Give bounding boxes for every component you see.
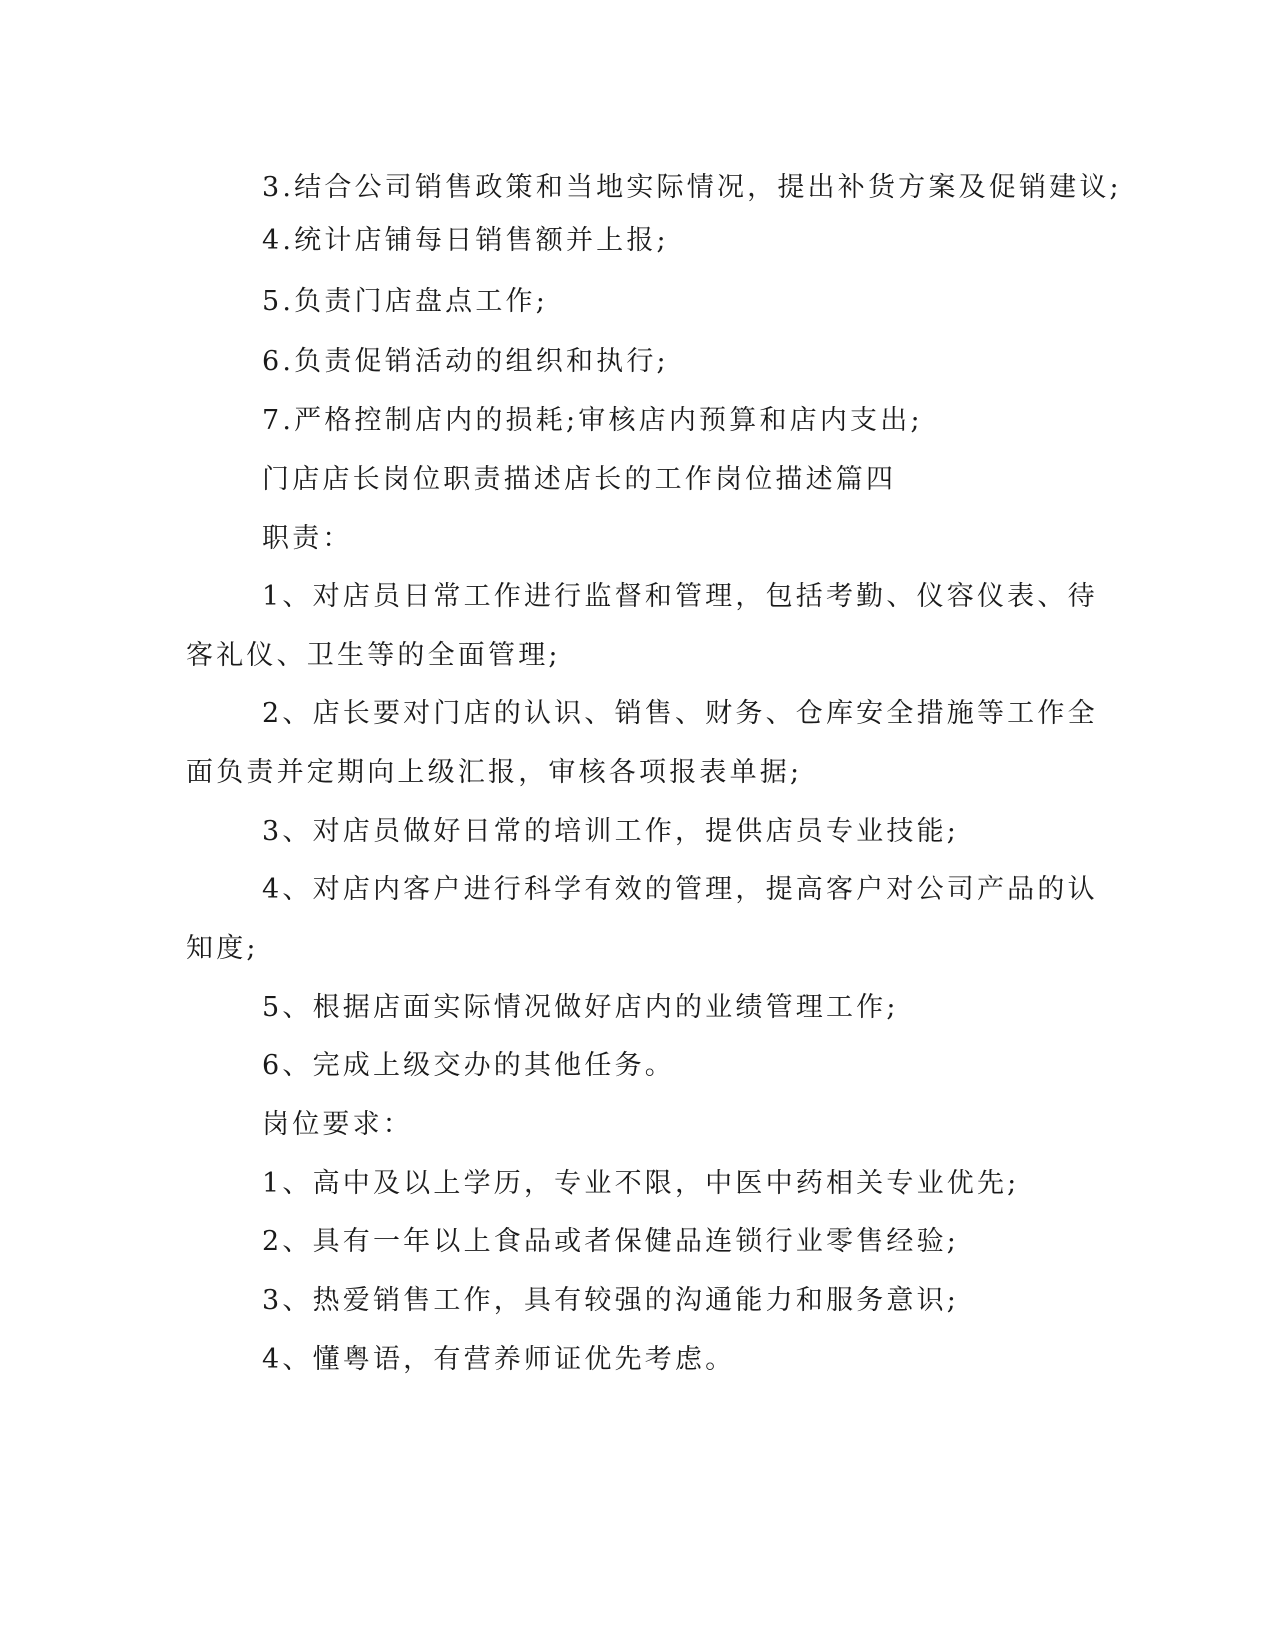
text-line-item-6: 6.负责促销活动的组织和执行; <box>262 346 669 377</box>
section-heading: 门店店长岗位职责描述店长的工作岗位描述篇四 <box>262 464 897 495</box>
duty-2-line-2: 面负责并定期向上级汇报，审核各项报表单据; <box>186 757 803 788</box>
text-line-item-4: 4.统计店铺每日销售额并上报; <box>262 225 669 256</box>
duty-5: 5、根据店面实际情况做好店内的业绩管理工作; <box>262 992 899 1023</box>
requirement-1: 1、高中及以上学历，专业不限，中医中药相关专业优先; <box>262 1168 1020 1199</box>
requirements-label: 岗位要求： <box>262 1109 413 1140</box>
text-line-item-7: 7.严格控制店内的损耗;审核店内预算和店内支出; <box>262 405 923 436</box>
requirement-4: 4、懂粤语，有营养师证优先考虑。 <box>262 1344 736 1375</box>
requirement-2: 2、具有一年以上食品或者保健品连锁行业零售经验; <box>262 1226 960 1257</box>
requirement-3: 3、热爱销售工作，具有较强的沟通能力和服务意识; <box>262 1285 960 1316</box>
duty-4-line-2: 知度; <box>186 933 259 964</box>
text-line-item-5: 5.负责门店盘点工作; <box>262 286 549 317</box>
duty-6: 6、完成上级交办的其他任务。 <box>262 1050 675 1081</box>
duty-1-line-2: 客礼仪、卫生等的全面管理; <box>186 640 561 671</box>
duty-3: 3、对店员做好日常的培训工作，提供店员专业技能; <box>262 816 960 847</box>
duty-4-line-1: 4、对店内客户进行科学有效的管理，提高客户对公司产品的认 <box>262 874 1098 905</box>
duties-label: 职责： <box>262 523 353 554</box>
text-line-item-3: 3.结合公司销售政策和当地实际情况，提出补货方案及促销建议; <box>262 172 1122 203</box>
duty-2-line-1: 2、店长要对门店的认识、销售、财务、仓库安全措施等工作全 <box>262 698 1098 729</box>
duty-1-line-1: 1、对店员日常工作进行监督和管理，包括考勤、仪容仪表、待 <box>262 581 1098 612</box>
